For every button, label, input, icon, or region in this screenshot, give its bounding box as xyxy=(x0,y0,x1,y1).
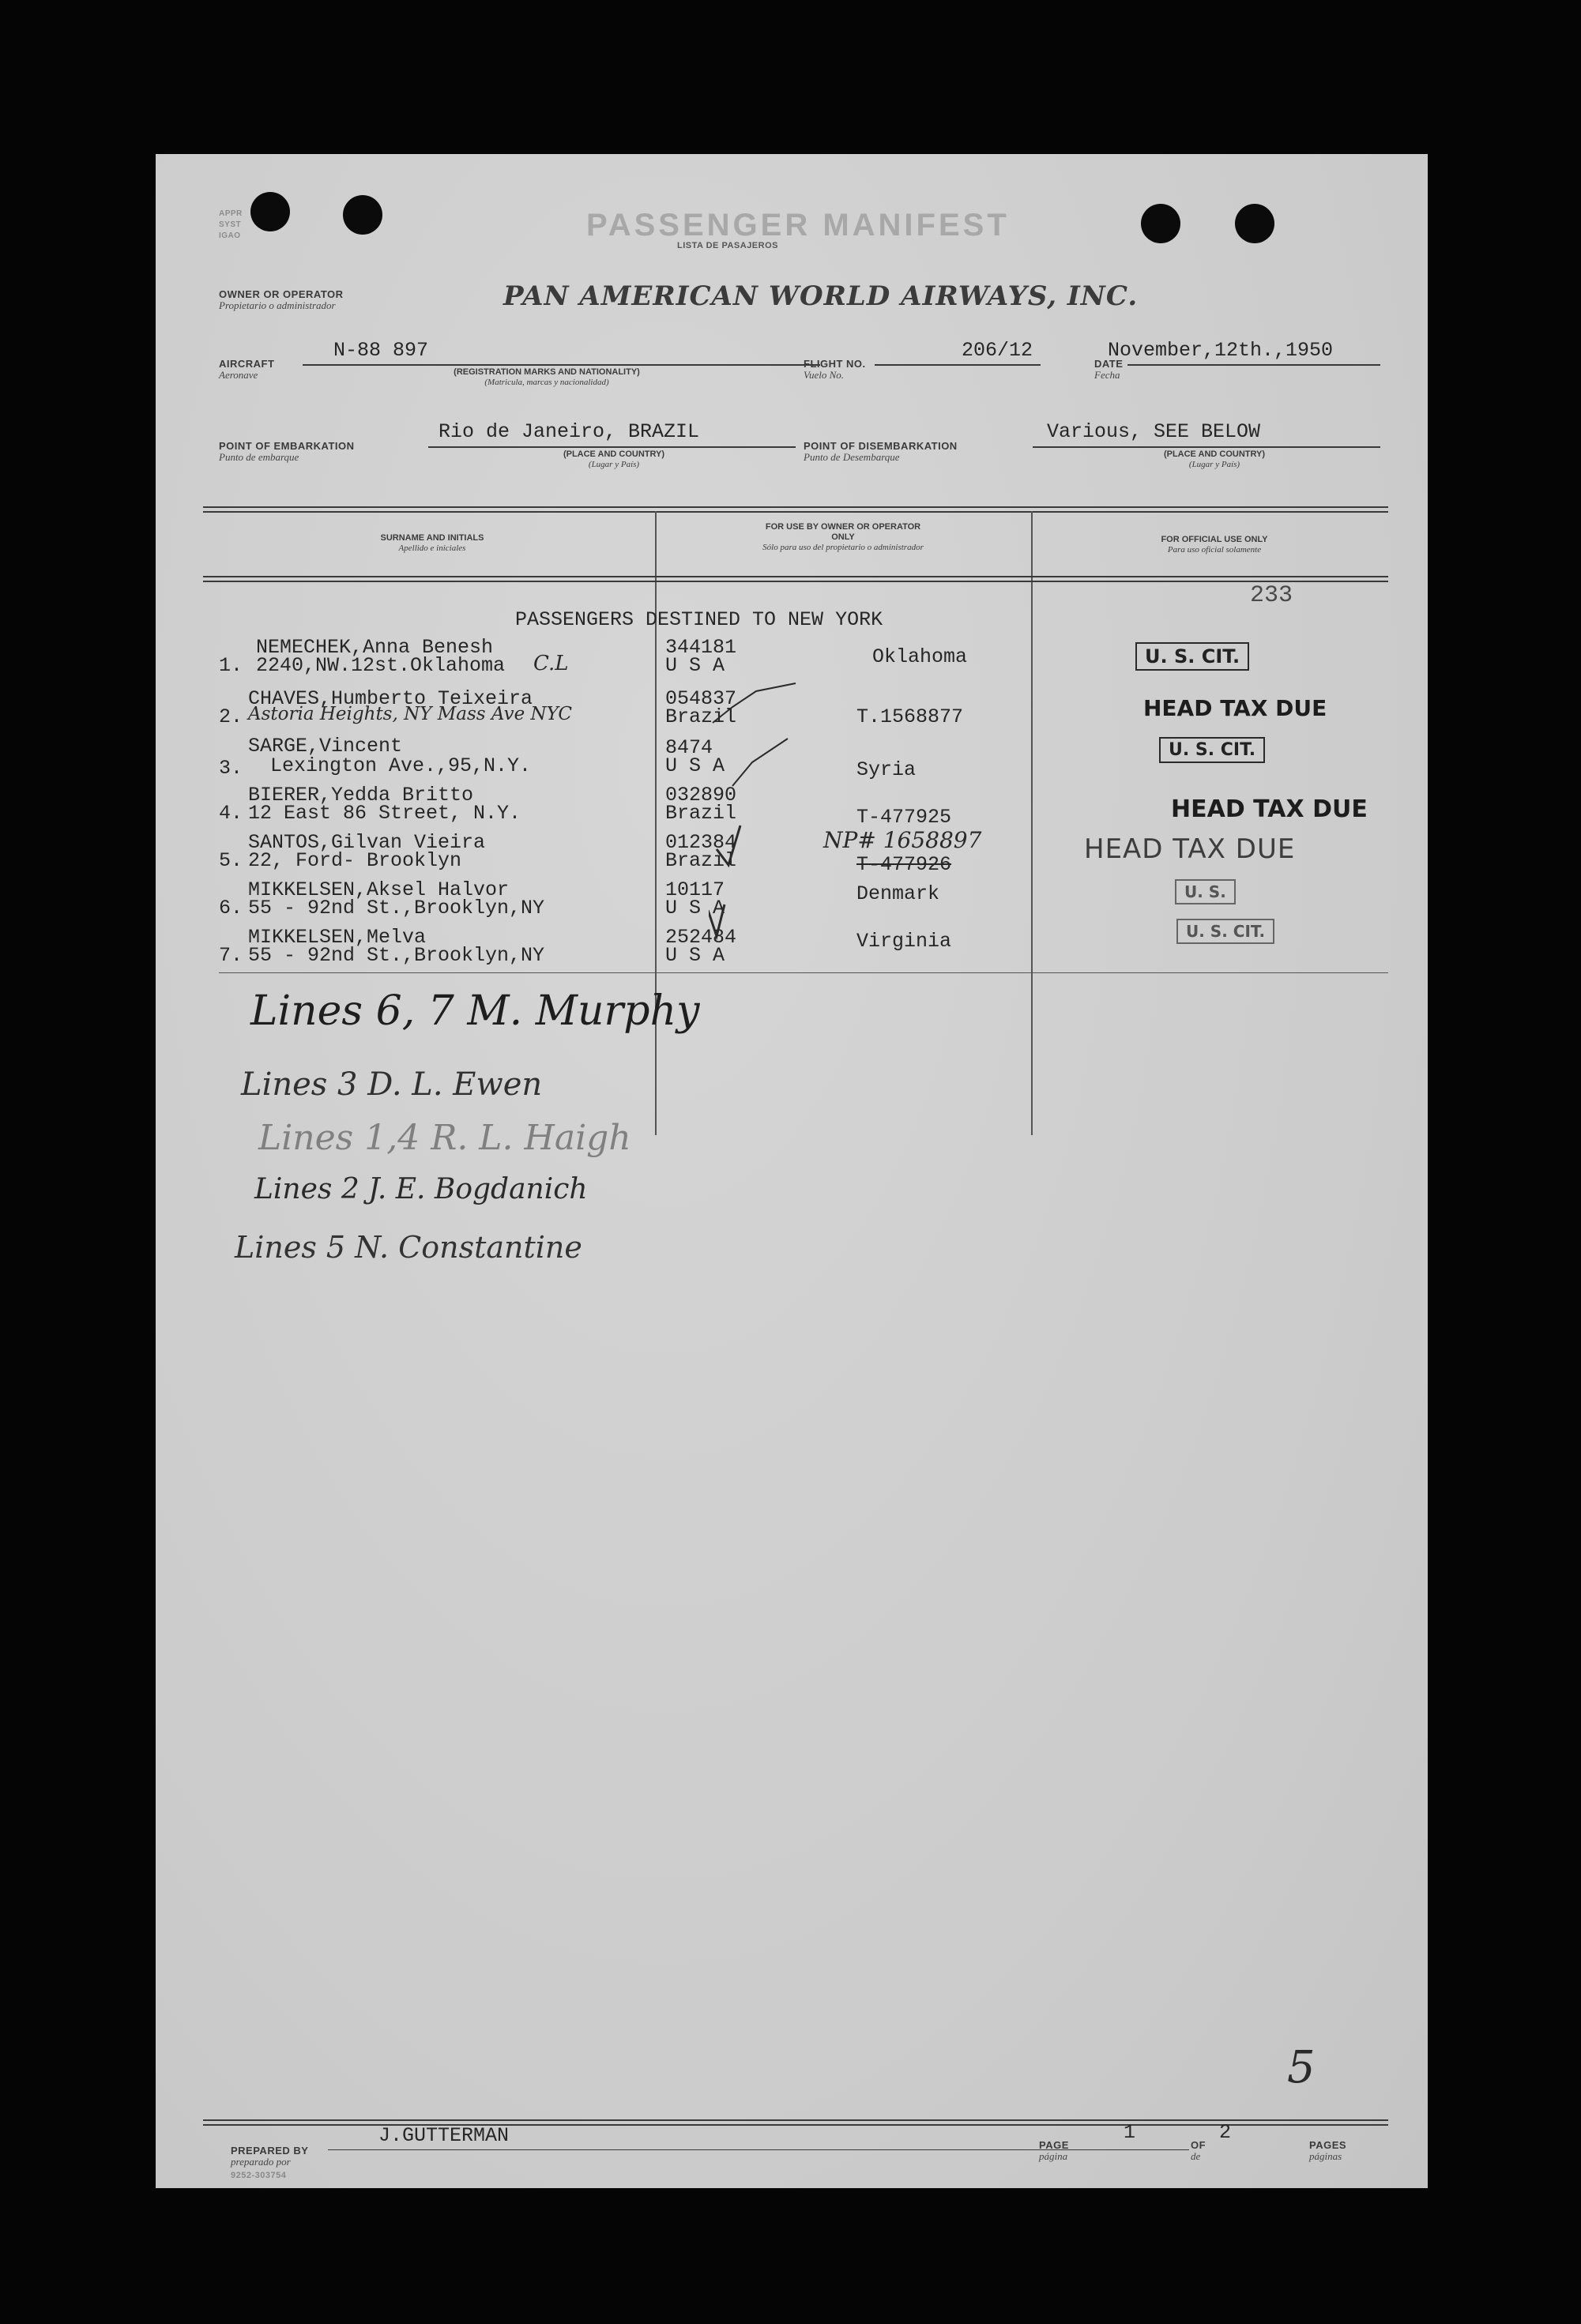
form-title: PASSENGER MANIFEST xyxy=(586,208,1010,243)
approval-line-1: APPR xyxy=(219,209,243,218)
prepared-label-es: preparado por xyxy=(231,2156,291,2168)
passenger-address: 55 - 92nd St.,Brooklyn,NY xyxy=(248,944,545,967)
official-stamp: U. S. xyxy=(1175,879,1236,904)
date-label-es: Fecha xyxy=(1094,369,1120,381)
row-mark: C.L xyxy=(533,652,569,675)
passenger-code: 032890 xyxy=(665,784,737,807)
official-stamp: HEAD TAX DUE xyxy=(1084,833,1296,865)
passenger-address: 12 East 86 Street, N.Y. xyxy=(248,802,521,825)
flight-label: FLIGHT NO. xyxy=(804,358,866,370)
date-value: November,12th.,1950 xyxy=(1108,339,1334,362)
passenger-address: 22, Ford- Brooklyn xyxy=(248,849,462,872)
passenger-name: NEMECHEK,Anna Benesh xyxy=(256,636,494,659)
aircraft-value: N-88 897 xyxy=(333,339,429,362)
approval-line-2: SYST xyxy=(219,220,242,229)
passenger-destination: T-477926 xyxy=(856,853,952,876)
aircraft-label: AIRCRAFT xyxy=(219,358,275,370)
of-value: 2 xyxy=(1219,2121,1232,2144)
signature-lines-6-7: Lines 6, 7 M. Murphy xyxy=(250,987,700,1035)
page-label-es: página xyxy=(1039,2150,1068,2162)
signature-lines-1-4: Lines 1,4 R. L. Haigh xyxy=(258,1118,631,1158)
embark-caption: (PLACE AND COUNTRY) (Lugar y País) xyxy=(563,449,665,469)
page-mark: 5 xyxy=(1287,2042,1316,2093)
page-label: PAGE xyxy=(1039,2139,1069,2151)
passenger-destination: Virginia xyxy=(856,930,952,953)
passenger-number: 4. xyxy=(219,802,243,825)
of-label-es: de xyxy=(1191,2150,1201,2162)
disembark-label-es: Punto de Desembarque xyxy=(804,451,900,463)
passenger-code: 252484 xyxy=(665,926,737,949)
passenger-nationality: U S A xyxy=(665,754,725,777)
prepared-label: PREPARED BY xyxy=(231,2145,309,2157)
passenger-name: MIKKELSEN,Aksel Halvor xyxy=(248,878,510,901)
aircraft-label-es: Aeronave xyxy=(219,369,258,381)
passenger-destination: Syria xyxy=(856,758,917,781)
owner-name: PAN AMERICAN WORLD AIRWAYS, INC. xyxy=(503,280,1139,312)
passenger-name: MIKKELSEN,Melva xyxy=(248,926,427,949)
passenger-destination: Oklahoma xyxy=(872,645,968,668)
passenger-nationality: Brazil xyxy=(665,849,737,872)
passenger-number: 6. xyxy=(219,897,243,919)
punch-hole xyxy=(343,195,382,235)
flight-value: 206/12 xyxy=(962,339,1033,362)
passenger-code: 054837 xyxy=(665,687,737,710)
pages-label-es: páginas xyxy=(1309,2150,1342,2162)
official-stamp: U. S. CIT. xyxy=(1176,919,1274,944)
official-stamp: U. S. CIT. xyxy=(1135,642,1249,671)
official-stamp: U. S. CIT. xyxy=(1159,737,1265,763)
date-label: DATE xyxy=(1094,358,1124,370)
embark-label: POINT OF EMBARKATION xyxy=(219,440,355,452)
passenger-code: 8474 xyxy=(665,736,713,759)
form-number: 9252-303754 xyxy=(231,2171,287,2180)
passenger-number: 7. xyxy=(219,944,243,967)
embark-value: Rio de Janeiro, BRAZIL xyxy=(439,420,700,443)
approval-line-3: IGAO xyxy=(219,231,241,240)
passenger-nationality: U S A xyxy=(665,654,725,677)
col2-header: FOR USE BY OWNER OR OPERATOR ONLY Sólo para uso del propietario o administrador xyxy=(762,522,924,552)
passenger-nationality: U S A xyxy=(665,897,725,919)
passenger-number: 1. xyxy=(219,654,243,677)
signature-lines-2: Lines 2 J. E. Bogdanich xyxy=(254,1173,588,1205)
passenger-destination: Denmark xyxy=(856,882,940,905)
passenger-number: 3. xyxy=(219,757,243,780)
prepared-value: J.GUTTERMAN xyxy=(378,2124,510,2147)
passenger-nationality: Brazil xyxy=(665,802,737,825)
disembark-label: POINT OF DISEMBARKATION xyxy=(804,440,958,452)
owner-label-es: Propietario o administrador xyxy=(219,299,336,311)
passenger-name: CHAVES,Humberto Teixeira xyxy=(248,687,533,710)
pages-label: PAGES xyxy=(1309,2139,1347,2151)
signature-lines-5: Lines 5 N. Constantine xyxy=(235,1230,582,1265)
page-value: 1 xyxy=(1124,2121,1136,2144)
row-note: NP# 1658897 xyxy=(823,827,982,853)
passenger-address: Lexington Ave.,95,N.Y. xyxy=(270,754,532,777)
passenger-name: BIERER,Yedda Britto xyxy=(248,784,474,807)
col3-header: FOR OFFICIAL USE ONLY Para uso oficial solamente xyxy=(1161,535,1268,555)
passenger-code: 10117 xyxy=(665,878,725,901)
punch-hole xyxy=(1235,204,1274,243)
flight-label-es: Vuelo No. xyxy=(804,369,845,381)
passenger-address: 55 - 92nd St.,Brooklyn,NY xyxy=(248,897,545,919)
form-title-sub: LISTA DE PASAJEROS xyxy=(677,241,778,250)
section-heading: PASSENGERS DESTINED TO NEW YORK xyxy=(515,608,883,631)
passenger-name: SANTOS,Gilvan Vieira xyxy=(248,831,486,854)
passenger-address: 2240,NW.12st.Oklahoma xyxy=(256,654,506,677)
passenger-address: Astoria Heights, NY Mass Ave NYC xyxy=(248,704,573,724)
official-stamp: HEAD TAX DUE xyxy=(1171,795,1368,823)
owner-label: OWNER OR OPERATOR xyxy=(219,288,344,300)
disembark-value: Various, SEE BELOW xyxy=(1047,420,1261,443)
col1-header: SURNAME AND INITIALS Apellido e iniciales xyxy=(380,533,484,553)
aircraft-caption: (REGISTRATION MARKS AND NATIONALITY) (Matricula, marcas y nacionalidad) xyxy=(454,367,640,387)
passenger-code: 012384 xyxy=(665,831,737,854)
passenger-number: 5. xyxy=(219,849,243,872)
disembark-caption: (PLACE AND COUNTRY) (Lugar y País) xyxy=(1163,449,1266,469)
official-stamp: HEAD TAX DUE xyxy=(1143,695,1327,721)
passenger-number: 2. xyxy=(219,705,243,728)
punch-hole xyxy=(1141,204,1180,243)
check-marks xyxy=(709,675,917,960)
manifest-sheet xyxy=(156,154,1428,2188)
official-number: 233 xyxy=(1250,582,1293,609)
punch-hole xyxy=(250,192,290,231)
of-label: OF xyxy=(1191,2139,1206,2151)
embark-label-es: Punto de embarque xyxy=(219,451,299,463)
signature-lines-3: Lines 3 D. L. Ewen xyxy=(241,1066,543,1103)
passenger-nationality: Brazil xyxy=(665,705,737,728)
passenger-destination: T-477925 xyxy=(856,806,952,829)
passenger-code: 344181 xyxy=(665,636,737,659)
passenger-destination: T.1568877 xyxy=(856,705,964,728)
passenger-nationality: U S A xyxy=(665,944,725,967)
passenger-name: SARGE,Vincent xyxy=(248,735,403,758)
